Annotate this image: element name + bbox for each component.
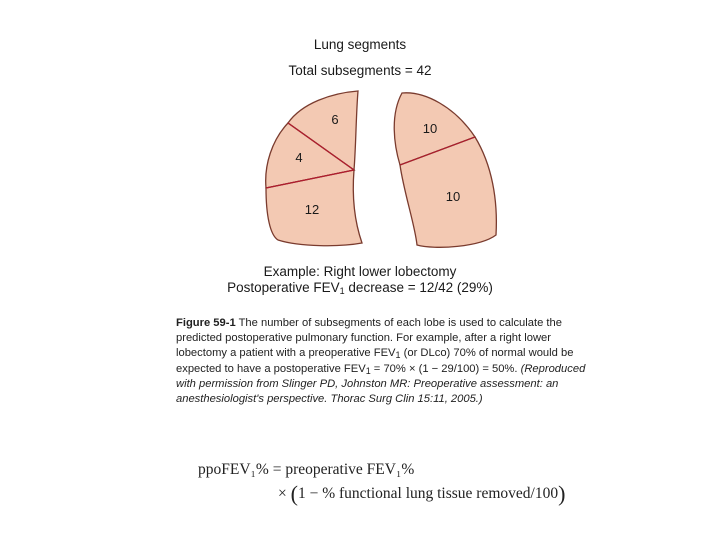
figure-acknowledgment: (Reproduced with permission from Slinger PD, Johnston MR: Preoperative assessment: an anesthesiologist's perspective. Thorac Surg Clin 15:11, 2005.) xyxy=(176,362,586,406)
right-upper-lobe-count: 6 xyxy=(331,112,339,127)
left-upper-lobe-count: 10 xyxy=(422,121,438,136)
formula-line-1: ppoFEV₁% = preoperative FEV₁% xyxy=(198,461,415,478)
left-lower-lobe-count: 10 xyxy=(445,189,461,204)
total-subsegments: Total subsegments = 42 xyxy=(288,63,432,78)
lung-segments-diagram xyxy=(240,85,500,260)
ppo-fev1-formula xyxy=(198,461,566,506)
right-lung xyxy=(266,91,362,246)
formula-line-2: × (1 − % functional lung tissue removed/100) xyxy=(278,481,566,506)
figure-label: Figure 59-1 xyxy=(176,317,236,329)
figure-caption: Figure 59-1 The number of subsegments of each lobe is used to calculate the predicted postoperative pulmonary function. For example, after a right lower lobectomy a patient with a preoperative $FEV_1$ (or DLco) 70% of normal would be expected to have a postoperative $FEV_1 = 70\% \times (1 - 29/100) = 50\%$. (Reproduced with permission from Slinger PD, Johnston MR: Preoperative assessment: an anesthesiologist's perspective. Thorac Surg Clin 15:11, 2005.) xyxy=(176,317,586,406)
right-lower-lobe-count: 12 xyxy=(304,202,320,217)
example-result: Postoperative $FEV_1$ decrease = 12/42 (29%) xyxy=(227,280,493,296)
right-middle-lobe-count: 4 xyxy=(295,150,303,165)
example-title: Example: Right lower lobectomy xyxy=(263,264,457,279)
left-lung xyxy=(394,93,496,247)
diagram-title: Lung segments xyxy=(313,37,407,52)
